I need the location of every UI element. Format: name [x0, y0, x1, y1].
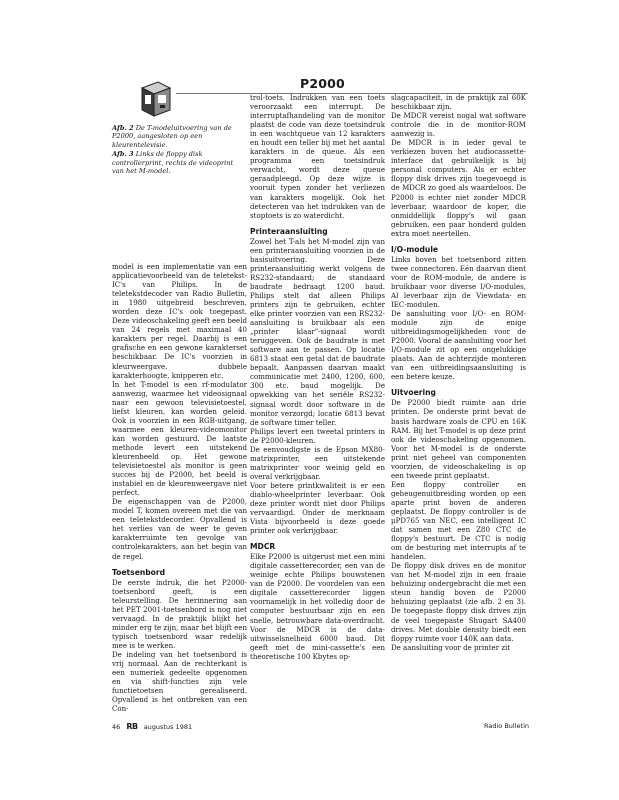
paragraph: Voor betere printkwaliteit is er een diablo-wheelprinter leverbaar. Ook deze printer wordt niet door Philips vervaardigd. Onder de merknaam Vista bijvoorbeeld is deze goede printer ook verkrijgbaar. — [250, 480, 385, 536]
paragraph: De eigenschappen van de P2000, model T, komen overeen met die van een teletekstdecorder. Opvallend is het verlies van de weer te geven karakterruimte ten gevolge van controlekarakters, aan het begin van de regel. — [112, 497, 247, 561]
paragraph: model is een implementatie van een applicatievoorbeeld van de teletekst-IC's van Philips. In de teletekstdecoder van Radio Bulletin, in 1980 uitgebreid beschreven, worden deze IC's ook toegepast. Deze videoschakeling geeft een beeld van 24 regels met maximaal 40 karakters per regel. Daarbij is een grafische en een gewone karakterset beschikbaar. De IC's voorzien in kleurweergave, dubbele karakterhoogte, knipperen etc. — [112, 262, 247, 380]
section-heading: Uitvoering — [391, 388, 436, 398]
computer-cube-logo-icon — [136, 78, 172, 122]
paragraph: De P2000 biedt ruimte aan drie printen. De onderste print bevat de basis hardware zoals de CPU en 16K RAM. Bij het T-model is op deze print ook de videoschakeling opgenomen. Voor het M-model is de onderste print niet geheel van componenten voorzien, de videoschakeling is op een tweede print geplaatst. — [391, 398, 526, 480]
text-column-3 — [391, 93, 526, 717]
paragraph: In het T-model is een rf-modulator aanwezig, waarmee het videosignaal naar een gewoon televisietoestel, liefst kleuren, kan worden geleid. Ook is voorzien in een RGB-uitgang, waarmee een kleuren-videomonitor kan worden gestuurd. De laatste methode levert een uitstekend kleurenbeeld op. Het gewone televisietoestel als monitor is geen succes bij de P2000, het beeld is instabiel en de kleurenweergave niet perfect. — [112, 379, 247, 498]
section-heading: Printeraansluiting — [250, 226, 328, 236]
caption: Afb. 2 De T-modeluitvoering van de P2000, aangesloten op een kleurentelevisie. — [112, 124, 232, 149]
page-number: 46 — [112, 723, 121, 731]
radio-bulletin-logo-icon: RB — [126, 722, 138, 731]
paragraph: De eenvoudigste is de Epson MX80-matrixprinter, een uitstekende matrixprinter voor weinig geld en overal verkrijgbaar. — [250, 444, 385, 481]
paragraph: De eerste indruk, die het P2000-toetsenbord geeft, is een teleurstelling. De herinnering aan het PET 2001-toetsenbord is nog niet vervaagd. In de praktijk blijkt het minder erg te zijn, maar het blijft een typisch toetsenbord waar redelijk mee is te werken. — [112, 577, 247, 650]
issue-date: augustus 1981 — [143, 723, 193, 731]
paragraph: Zowel het T-als het M-model zijn van een printeraansluiting voorzien in de basisuitvoering. Deze printeraansluiting werkt volgens de RS232-standaard; de standaard baudrate bedraagt 1200 baud. Philips stelt dat alleen Philips printers zijn te gebruiken, echter elke printer voorzien van een RS232-aansluiting is bruikbaar als een „printer klaar"-signaal wordt teruggeven. Ook de baudrate is met software aan te passen. Op locatie 6813 staat een getal dat de baudrate bepaalt. Aanpassen daarvan maakt communicatie met 2400, 1200, 600, 300 etc. baud mogelijk. De opwekking van het seriële RS232-signaal wordt door software in de monitor verzorgd; locatie 6813 bevat de software timer teller. — [250, 236, 385, 427]
paragraph: De aansluiting voor de printer zit — [391, 642, 511, 652]
section-heading: MDCR — [250, 542, 276, 552]
paragraph: De indeling van het toetsenbord is vrij normaal. Aan de rechterkant is een numeriek gedeelte opgenomen en via shift-functies zijn vele functietoetsen gerealiseerd. Opvallend is het ontbreken van een Con- — [112, 649, 247, 714]
figure-captions — [112, 124, 240, 176]
caption: Afb. 3 Links de floppy disk controllerprint, rechts de videoprint van het M-model. — [112, 150, 234, 176]
section-heading: I/O-module — [391, 244, 439, 254]
publication-name: Radio Bulletin — [484, 722, 529, 730]
paragraph: slagcapaciteit, in de praktijk zal 60K beschikbaar zijn. — [391, 93, 526, 112]
paragraph: De floppy disk drives en de monitor van het M-model zijn in een fraaie behuizing ondergebracht die met een steun handig boven de P2000 behuizing geplaatst (zie afb. 2 en 3). De toegepaste floppy disk drives zijn de veel toegepaste Shugart SA400 drives. Met double density biedt een floppy ruimte voor 140K aan data. — [391, 561, 526, 643]
footer-left — [112, 722, 192, 731]
page-header-title: P2000 — [300, 76, 345, 91]
paragraph: Een floppy controller en geheugenuitbreiding worden op een aparte print boven de anderen geplaatst. De floppy controller is de µPD765 van NEC, een intelligent IC dat samen met een Z80 CTC de floppy's bestuurt. De CTC is nodig om de besturing met interrupts af te handelen. — [391, 479, 526, 562]
paragraph: trol-toets. Indrukken van een toets veroorzaakt een interrupt. De interruptafhandeling van de monitor plaatst de code van deze toetsindruk in een wachtqueue van 12 karakters en houdt een teller bij met het aantal karakters in de queue. Als een programma een toetsindruk verwacht, wordt deze queue geraadpleegd. Op deze wijze is vooruit typen zonder het verliezen van karakters mogelijk. Ook het detecteren van het indrukken van de stoptoets is zo waterdicht. — [250, 93, 385, 220]
text-column-1 — [112, 262, 247, 717]
paragraph: De MDCR is in ieder geval te verkiezen boven het audiocassette-interface dat gebruikelijk is bij personal computers. Als er echter floppy disk drives zijn toegevoegd is de MDCR zo goed als waardeloos. De P2000 is echter niet zonder MDCR leverbaar, waardoor de koper, die onmiddellijk floppy's wil gaan gebruiken, een paar honderd gulden extra moet neertellen. — [391, 138, 526, 238]
paragraph: De MDCR vereist nogal wat software controle die in de monitor-ROM aanwezig is. — [391, 111, 526, 139]
paragraph: De aansluiting voor I/O- en ROM-module zijn de enige uitbreidingsmogelijkheden voor de P2000. Vooral de aansluiting voor het I/O-module zit op een ongelukkige plaats. Aan de achterzijde monteren van een uitbreidingsaansluiting is een betere keuze. — [391, 309, 526, 382]
paragraph: Links boven het toetsenbord zitten twee connectoren. Eén daarvan dient voor de ROM-module, de andere is bruikbaar voor diverse I/O-modules, Al leverbaar zijn de Viewdata- en IEC-modulen. — [391, 254, 526, 309]
text-column-2 — [250, 93, 385, 717]
paragraph: Elke P2000 is uitgerust met een mini digitale cassetterecorder, een van de weinige echte Philips bouwstenen van de P2000. De voordelen van een digitale cassetterecorder liggen voornamelijk in het volledig door de computer bestuurbaar zijn en een snelle, betrouwbare data-overdracht. Voor de MDCR is de data-uitwisselsnelheid 6000 baud. Dit geeft met de mini-cassette's een theoretische 100 Kbytes op- — [250, 552, 385, 661]
section-heading: Toetsenbord — [112, 567, 166, 577]
paragraph: Philips levert een tweetal printers in de P2000-kleuren. — [250, 426, 385, 445]
